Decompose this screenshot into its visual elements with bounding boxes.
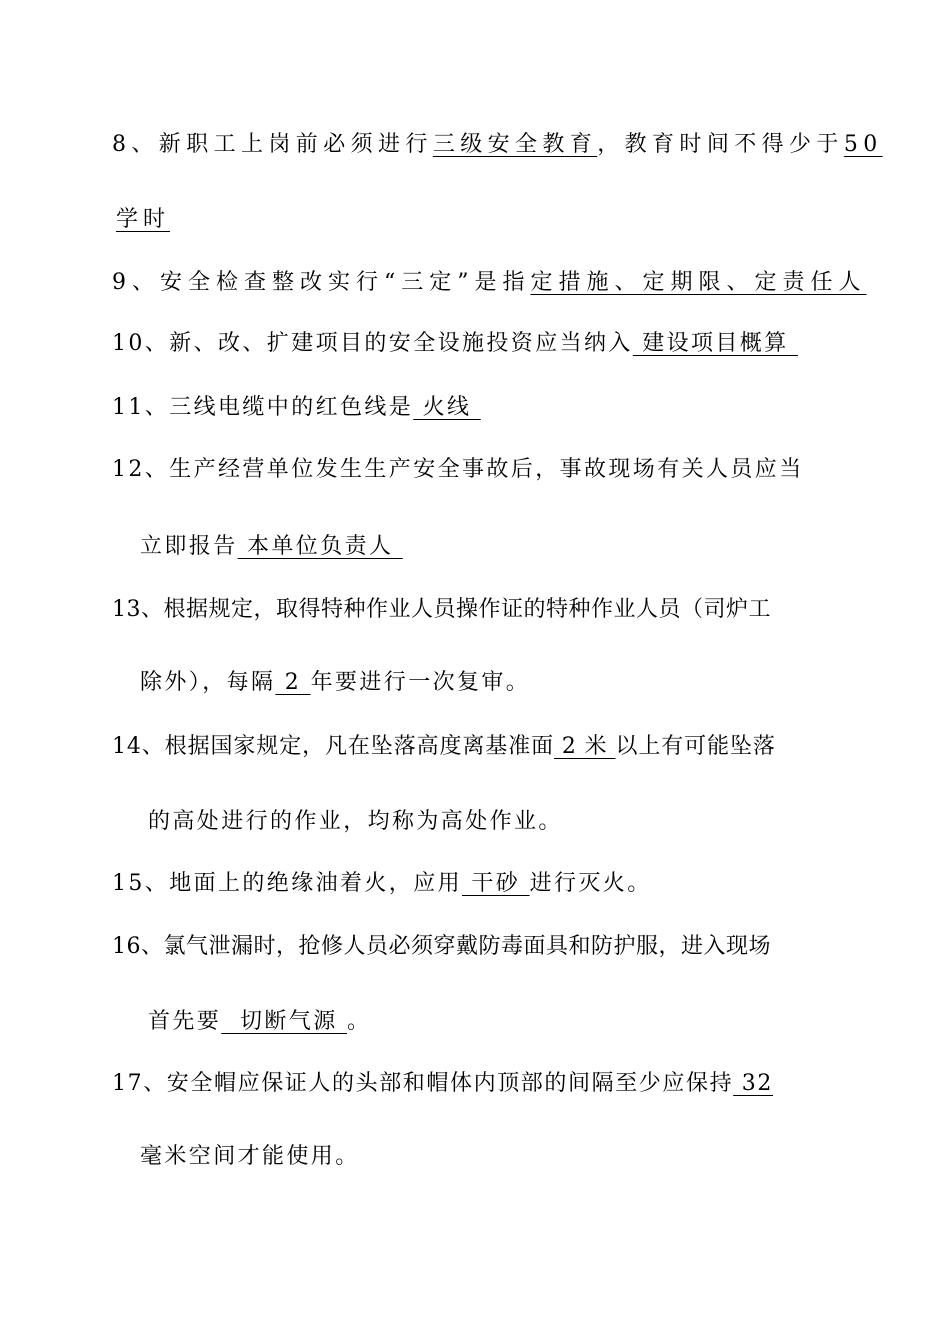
item-8-text-1: 8、新职工上岗前必须进行	[112, 132, 433, 157]
item-14-line-2	[148, 807, 563, 837]
item-11-answer-1: 火线	[413, 395, 481, 420]
item-8-answer-2: 50	[843, 132, 883, 157]
item-13-line-1	[112, 595, 771, 625]
item-15-line-1	[112, 869, 652, 899]
item-14-line-1	[112, 732, 776, 762]
item-9-text-1: 9、安全检查整改实行“三定”是指	[112, 270, 531, 295]
item-13-text-2: 除外），每隔	[140, 670, 276, 695]
item-9-answer-1: 定措施、定期限、定责任人	[530, 270, 867, 295]
item-10-line-1	[112, 329, 798, 359]
item-15-answer-1: 干砂	[462, 871, 530, 896]
item-8-line-1	[112, 130, 883, 160]
item-8-answer-1: 三级安全教育	[432, 132, 598, 157]
item-10-text-1: 10、新、改、扩建项目的安全设施投资应当纳入	[112, 331, 633, 356]
item-17-text-2: 毫米空间才能使用。	[140, 1144, 360, 1169]
item-14-text-2: 以上有可能坠落	[615, 734, 776, 759]
item-13-text-1: 13、根据规定，取得特种作业人员操作证的特种作业人员（司炉工	[112, 597, 771, 622]
item-17-text-1: 17、安全帽应保证人的头部和帽体内顶部的间隔至少应保持	[112, 1071, 734, 1096]
item-15-text-1: 15、地面上的绝缘油着火，应用	[112, 871, 462, 896]
item-8-answer-3: 学时	[116, 207, 171, 232]
item-14-answer-1: 2 米	[554, 734, 616, 759]
item-13-line-2	[140, 668, 530, 698]
item-8-text-2: ，教育时间不得少于	[597, 132, 844, 157]
item-16-line-2	[148, 1007, 371, 1037]
item-16-line-1	[112, 932, 771, 962]
item-16-text-2: 首先要	[148, 1009, 222, 1034]
item-16-text-3: 。	[346, 1009, 372, 1034]
item-17-answer-1: 32	[733, 1071, 773, 1096]
item-10-answer-1: 建设项目概算	[632, 331, 798, 356]
item-17-line-1	[112, 1069, 773, 1099]
item-11-text-1: 11、三线电缆中的红色线是	[112, 395, 414, 420]
item-12-text-2: 立即报告	[140, 534, 238, 559]
item-12-line-1	[112, 455, 804, 485]
item-13-answer-1: 2	[275, 670, 311, 695]
item-12-answer-1: 本单位负责人	[237, 534, 403, 559]
item-16-answer-1: 切断气源	[221, 1009, 347, 1034]
item-15-text-2: 进行灭火。	[529, 871, 652, 896]
item-12-line-2	[140, 532, 403, 562]
item-14-text-1: 14、根据国家规定，凡在坠落高度离基准面	[112, 734, 554, 759]
item-12-text-1: 12、生产经营单位发生生产安全事故后，事故现场有关人员应当	[112, 457, 804, 482]
item-17-line-2	[140, 1142, 360, 1172]
item-16-text-1: 16、氯气泄漏时，抢修人员必须穿戴防毒面具和防护服，进入现场	[112, 934, 771, 959]
item-13-text-3: 年要进行一次复审。	[310, 670, 531, 695]
item-9-line-1	[112, 268, 867, 298]
item-8-line-2	[116, 205, 170, 235]
item-11-line-1	[112, 393, 481, 423]
item-14-text-3: 的高处进行的作业，均称为高处作业。	[148, 809, 563, 834]
